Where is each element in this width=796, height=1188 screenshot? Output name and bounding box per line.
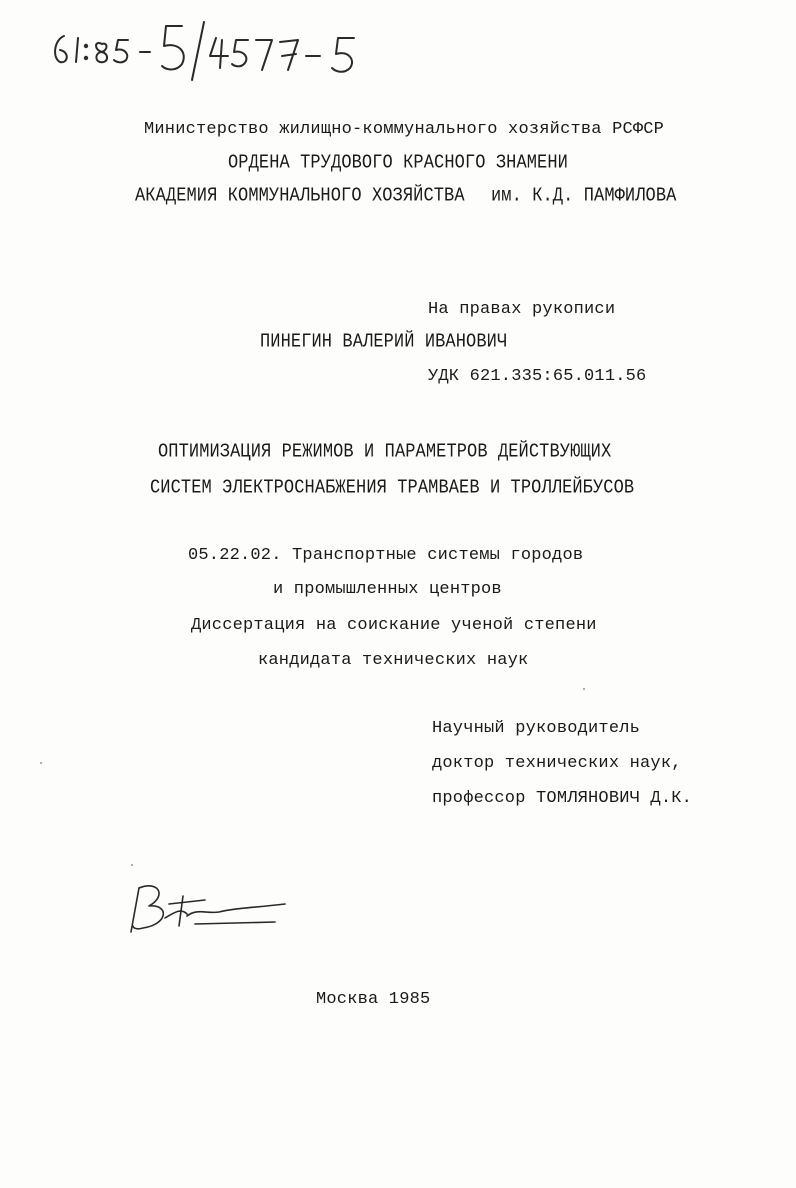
specialty-line-2: и промышленных центров bbox=[273, 580, 502, 599]
place-and-year: Москва 1985 bbox=[316, 990, 431, 1009]
thesis-title-line-2: СИСТЕМ ЭЛЕКТРОСНАБЖЕНИЯ ТРАМВАЕВ И ТРОЛЛЕЙБУСОВ bbox=[150, 477, 635, 500]
scan-speck bbox=[131, 864, 133, 866]
supervisor-name: профессор ТОМЛЯНОВИЧ Д.К. bbox=[432, 789, 693, 808]
author-name: ПИНЕГИН ВАЛЕРИЙ ИВАНОВИЧ bbox=[260, 331, 508, 354]
degree-line-1: Диссертация на соискание ученой степени bbox=[191, 616, 597, 635]
specialty-line-1: 05.22.02. Транспортные системы городов bbox=[188, 546, 584, 565]
degree-line-2: кандидата технических наук bbox=[258, 651, 529, 670]
supervisor-label: Научный руководитель bbox=[432, 719, 641, 738]
order-line: ОРДЕНА ТРУДОВОГО КРАСНОГО ЗНАМЕНИ bbox=[228, 152, 568, 175]
udk-code: УДК 621.335:65.011.56 bbox=[428, 367, 647, 386]
academy-name: АКАДЕМИЯ КОММУНАЛЬНОГО ХОЗЯЙСТВА bbox=[135, 185, 465, 208]
academy-suffix: им. К.Д. ПАМФИЛОВА bbox=[491, 185, 677, 208]
scan-speck bbox=[40, 762, 42, 764]
rights-note: На правах рукописи bbox=[428, 300, 616, 319]
scan-speck bbox=[583, 688, 585, 690]
thesis-title-line-1: ОПТИМИЗАЦИЯ РЕЖИМОВ И ПАРАМЕТРОВ ДЕЙСТВУЮЩИХ bbox=[158, 441, 612, 464]
author-signature bbox=[125, 878, 295, 938]
supervisor-degree: доктор технических наук, bbox=[432, 754, 682, 773]
ministry-line: Министерство жилищно-коммунального хозяйства РСФСР bbox=[144, 120, 665, 139]
handwritten-archive-mark bbox=[44, 16, 374, 86]
